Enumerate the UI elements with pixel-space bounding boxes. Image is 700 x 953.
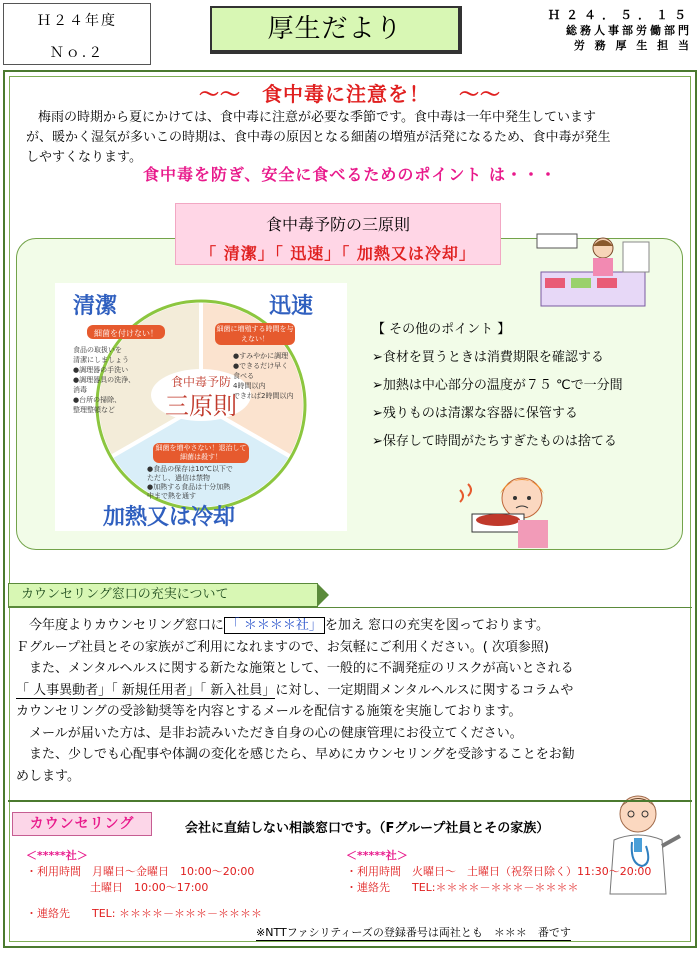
contact-right-hours: ・利用時間 火曜日～ 土曜日（祝祭日除く）11:30～20:00 xyxy=(346,865,652,878)
header-publisher xyxy=(526,8,696,53)
other-point-item: ➢食材を買うときは消費期限を確認する xyxy=(372,350,604,365)
girl-with-lunch-illustration-icon xyxy=(452,462,564,550)
bullet-arrow-icon: ➢ xyxy=(372,350,383,365)
company-name-box: 「 ＊＊＊＊社」 xyxy=(224,617,325,634)
target-new-appointee: 「 新規任用者」 xyxy=(111,682,200,698)
pie-heat-slogan: 細菌を増やさない！退治して細菌は殺す！ xyxy=(155,444,247,461)
pie-heat-title: 加熱又は冷却 xyxy=(103,505,236,530)
bullet-arrow-icon: ➢ xyxy=(372,406,383,421)
contact-right xyxy=(346,848,651,896)
counseling-para-6: メールが届いた方は、是非お読みいただき自身の心の健康管理にお役立てください。 xyxy=(29,725,523,741)
contact-divider xyxy=(8,800,692,802)
contact-left-name: ＜*****社＞ xyxy=(26,849,88,862)
bullet-arrow-icon: ➢ xyxy=(372,434,383,449)
page-title: 厚生だより xyxy=(210,6,462,54)
counseling-para-7: また、少しでも心配事や体調の変化を感じたら、早めにカウンセリングを受診することをお勧 xyxy=(29,747,575,762)
counseling-divider xyxy=(8,607,692,608)
intro-line-3: しやすくなります。 xyxy=(26,150,142,165)
header-owner: 労 務 厚 生 担 当 xyxy=(573,39,692,52)
target-transfer: 「 人事異動者」 xyxy=(16,682,112,698)
other-points xyxy=(372,316,623,456)
other-points-heading: 【 その他のポイント 】 xyxy=(372,322,511,337)
header-date: Ｈ２４．５．１５ xyxy=(547,8,692,22)
other-point-item: ➢保存して時間がたちすぎたものは捨てる xyxy=(372,434,617,449)
warning-title: ～～ 食中毒に注意を！ ～～ xyxy=(199,82,501,106)
three-principles-diagram xyxy=(55,283,347,531)
counseling-body xyxy=(16,615,686,787)
header-dept: 総務人事部労働部門 xyxy=(566,24,692,37)
contact-heading: 会社に直結しない相談窓口です。（Fグループ社員とその家族） xyxy=(185,821,550,836)
contact-right-name: ＜*****社＞ xyxy=(346,849,408,862)
pie-svg xyxy=(55,283,347,531)
contact-left-hours: ・利用時間 月曜日～金曜日 10:00～20:00 xyxy=(26,865,255,878)
header-year: Ｈ２４年度 xyxy=(37,13,117,29)
principles-title: 食中毒予防の三原則 xyxy=(265,215,410,234)
registration-note: ※NTTファシリティーズの登録番号は両社とも ＊＊＊ 番です xyxy=(256,926,571,939)
counseling-para-5: カウンセリングの受診勧奨等を内容とするメールを配信する施策を実施しております。 xyxy=(16,704,522,719)
warning-intro xyxy=(26,108,676,168)
contact-tag: カウンセリング xyxy=(12,812,152,836)
counseling-para-2: Ｆグループ社員とその家族がご利用になれますので、お気軽にご利用ください。( 次項参照) xyxy=(16,639,549,655)
intro-line-1: 梅雨の時期から夏にかけては、食中毒に注意が必要な季節です。食中毒は一年中発生しています xyxy=(38,110,596,125)
contact-left xyxy=(26,848,262,922)
pie-speed-slogan: 細菌に増殖する時間を与えない！ xyxy=(216,325,294,343)
pie-clean-slogan: 細菌を付けない！ xyxy=(94,329,158,338)
principles-box xyxy=(175,203,501,265)
header-issue: Ｎｏ.２ xyxy=(49,45,105,61)
pie-speed-title: 迅速 xyxy=(269,294,314,319)
pie-clean-notes: 食品の取扱いを 清潔にしましょう ●調理器の手洗い ●調理器具の洗浄、 消毒 ●台所の掃除、 整理整頓など xyxy=(73,346,136,414)
counseling-para-8: めします。 xyxy=(16,768,80,784)
counseling-para-1: 今年度よりカウンセリング窓口に 「 ＊＊＊＊社」 を加え 窓口の充実を図っております。 xyxy=(29,618,549,633)
bullet-arrow-icon: ➢ xyxy=(372,378,383,393)
intro-line-2: が、暖かく湿気が多いこの時期は、食中毒の原因となる細菌の増殖が活発になるため、食中毒が発生 xyxy=(26,130,611,145)
contact-left-hours-sat: 土曜日 10:00～17:00 xyxy=(90,881,209,894)
counseling-section-tag: カウンセリング窓口の充実について xyxy=(8,583,318,607)
point-heading: 食中毒を防ぎ、安全に食べるためのポイント は・・・ xyxy=(143,165,557,184)
other-point-item: ➢加熱は中心部分の温度が７５ ℃で一分間 xyxy=(372,378,623,393)
contact-right-tel: ・連絡先 TEL:＊＊＊＊－＊＊＊－＊＊＊＊ xyxy=(346,881,579,894)
pie-center-top: 食中毒予防 xyxy=(170,375,232,389)
shopping-illustration-icon xyxy=(535,232,655,312)
contact-left-tel: ・連絡先 TEL: ＊＊＊＊－＊＊＊－＊＊＊＊ xyxy=(26,907,262,920)
principles-items: 「 清潔」「 迅速」「 加熱又は冷却」 xyxy=(200,244,476,263)
counseling-para-4: 「 人事異動者」「 新規任用者」「 新入社員」に対し、一定期間メンタルヘルスに関するコラムや xyxy=(16,682,574,698)
pie-clean-title: 清潔 xyxy=(73,294,118,319)
pie-heat-notes: ●食品の保存は10℃以下で ただし、過信は禁物 ●加熱する食品は十分加熱 中まで熱を通す xyxy=(147,465,233,500)
target-new-employee: 「 新入社員」 xyxy=(199,682,276,698)
pie-center-main: 三原則 xyxy=(165,392,237,420)
pie-speed-notes: ●すみやかに調理 ●できるだけ早く 食べる 4時間以内 できれば2時間以内 xyxy=(233,352,294,400)
other-point-item: ➢残りものは清潔な容器に保管する xyxy=(372,406,578,421)
header-info-box xyxy=(3,3,151,65)
counseling-para-3: また、メンタルヘルスに関する新たな施策として、一般的に不調発症のリスクが高いとされる xyxy=(29,661,574,676)
